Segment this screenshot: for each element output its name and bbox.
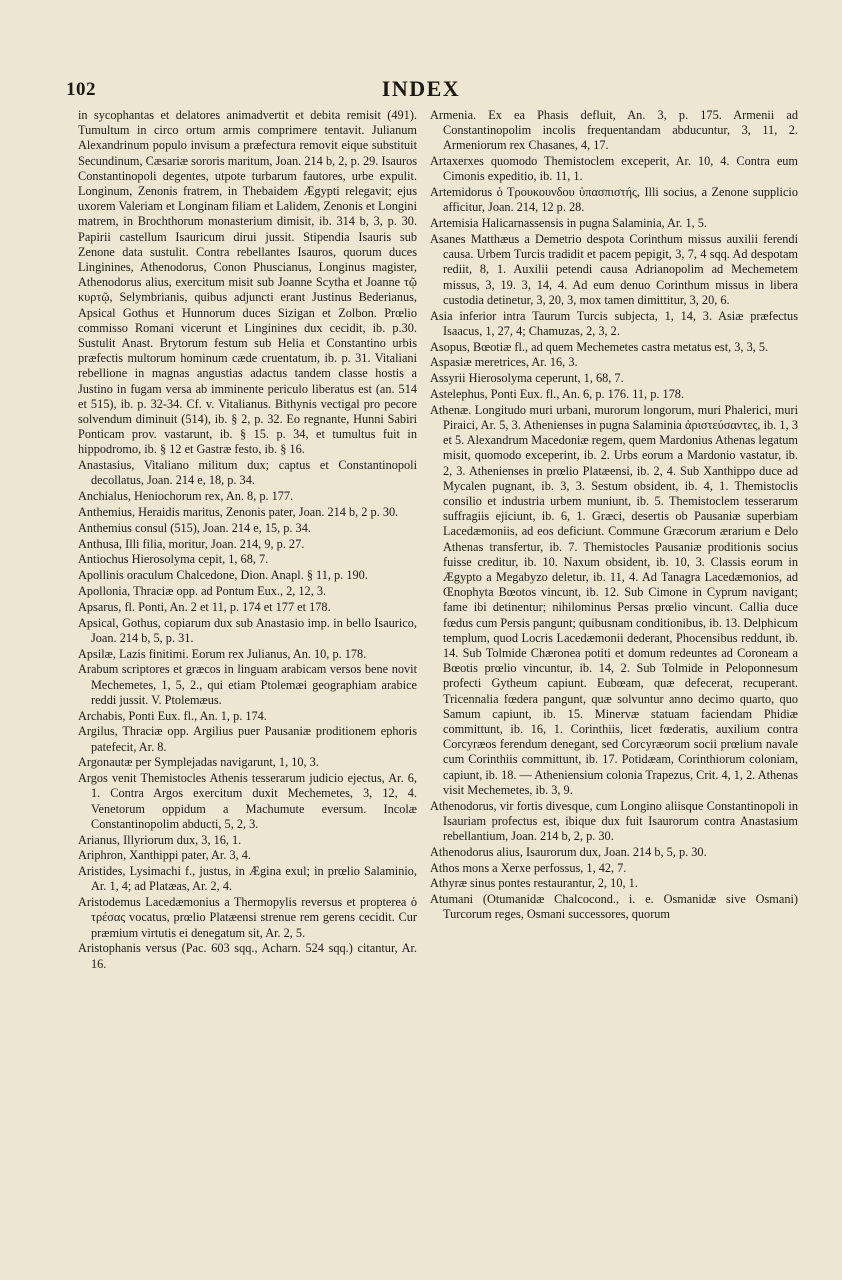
index-entry: Aristodemus Lacedæmonius a Thermopylis reversus et propterea ὁ τρέσας vocatus, prœlio Platæensi strenue rem gerens cecidit. Cur præmium virtutis ei denegatum sit, Ar. 2, 5. (78, 895, 417, 940)
index-entry: Asopus, Bœotiæ fl., ad quem Mechemetes castra metatus est, 3, 3, 5. (430, 339, 769, 354)
index-entry: Argos venit Themistocles Athenis tesserarum judicio ejectus, Ar. 6, 1. Contra Argos exercitum duxit Mechemetes, 3, 12, 4. Venetorum oppidum a Machumute eversum. Incolæ Constantinopolim abducti, 5, 2, 3. (78, 771, 417, 831)
left-column (78, 108, 417, 972)
index-entry: Anastasius, Vitaliano militum dux; captus et Constantinopoli decollatus, Joan. 214 e, 18, p. 34. (78, 458, 417, 488)
index-entry: Aristides, Lysimachi f., justus, in Ægina exul; in prœlio Salaminio, Ar. 1, 4; ad Platæas, Ar. 2, 4. (78, 864, 417, 894)
right-column (430, 108, 798, 923)
index-entry: Athos mons a Xerxe perfossus, 1, 42, 7. (430, 860, 627, 875)
index-entry: Athenodorus, vir fortis divesque, cum Longino aliisque Constantinopoli in Isauriam profectus est, ibique dux fuit Isaurorum contra Anastasium rebellantium, Joan. 214 b, 2, p. 30. (430, 798, 798, 844)
index-entry: Athyræ sinus pontes restaurantur, 2, 10, 1. (430, 876, 638, 891)
index-entry: Apollinis oraculum Chalcedone, Dion. Anapl. § 11, p. 190. (78, 568, 368, 583)
index-entry: Apsarus, fl. Ponti, An. 2 et 11, p. 174 et 177 et 178. (78, 599, 331, 614)
index-entry: Athenodorus alius, Isaurorum dux, Joan. 214 b, 5, p. 30. (430, 844, 707, 859)
index-entry: Argilus, Thraciæ opp. Argilius puer Pausaniæ proditionem ephoris patefecit, Ar. 8. (78, 724, 417, 754)
index-entry: Athenæ. Longitudo muri urbani, murorum longorum, muri Phalerici, muri Piraici, Ar. 5, 3. Athenienses in pugna Salaminia ἀριστεύσαντες, ib. 1, 3 et 5. Alexandrum Macedoniæ regem, quem Mardonius Athenas legatum misit, quomodo exceperint, ib. 2. Urbs eorum a Mardonio vastatur, ib. 2, 3. Athenienses in prœlio Platæensi, ib. 2, 4. Sub Xanthippo duce ad Mycalen pugnant, ib. 3, 3. Sestum obsident, ib. 4, 1. Themistoclis consilio et industria urbem muniunt, ib. 5. Themistoclem tesserarum suffragiis ejiciunt, ib. 6, 1. Græci, desertis ob Pausaniæ superbiam Lacedæmoniis, ad eos deficiunt. Commune Græcorum ærarium e Delo Athenas transfertur, ib. 7. Themistocles Pausaniæ proditionis socius fuisse creditur, ib. 10. Naxum obsident, ib. 10, 3. Classis eorum in Ægypto a Megabyzo deletur, ib. 11, 4. Ad Tanagra Lacedæmonios, ad Œnophyta Bœotos vincunt, ib. 12. Sub Cimone in Cyprum navigant; fame ibi detinentur; nihilominus Persas prœlio vincunt. Callia duce fœdus cum Persis pangunt; quibusnam conditionibus, ib. 13. Delphicum templum, quod Locris Lacedæmonii dederant, Phocensibus reddunt, ib. 14. Sub Tolmide Chæronea potiti et domum redeuntes ad Coroneam a Bœotis prœlio vincuntur, ib. 14, 2. Sub Tolmide in Peloponnesum profecti Gytheum capiunt. Eubœam, quæ defecerat, recuperant. Tricennalia fœdera pangunt, quæ solvuntur anno decimo quarto, quo Samum capiunt, ib. 15. Minervæ statuam faciendam Phidiæ committunt, ib. 16, 1. Corinthiis, licet fœderatis, auxilium contra Corcyræos ferendum denegant, sed Corcyræorum socii prœlium navale cum Corinthiis committunt, ib. 17. Potidæam, Corinthiorum coloniam, capiunt, ib. 18. — Atheniensium colonia Trapezus, Crit. 4, 1, 2. Athenas visit Mechemetes, ib. 3, 9. (430, 402, 798, 797)
index-entry: Ariphron, Xanthippi pater, Ar. 3, 4. (78, 848, 252, 863)
index-entry: Aspasiæ meretrices, Ar. 16, 3. (430, 355, 578, 370)
index-entry: Apsical, Gothus, copiarum dux sub Anastasio imp. in bello Isaurico, Joan. 214 b, 5, p. 31. (78, 615, 417, 645)
index-entry: Artaxerxes quomodo Themistoclem exceperit, Ar. 10, 4. Contra eum Cimonis expeditio, ib. 11, 1. (430, 154, 798, 184)
index-entry: Antiochus Hierosolyma cepit, 1, 68, 7. (78, 552, 269, 567)
index-entry: Aristophanis versus (Pac. 603 sqq., Acharn. 524 sqq.) citantur, Ar. 16. (78, 941, 417, 971)
index-entry: Archabis, Ponti Eux. fl., An. 1, p. 174. (78, 708, 267, 723)
index-entry: Artemisia Halicarnassensis in pugna Salaminia, Ar. 1, 5. (430, 216, 707, 231)
index-entry: Anthemius consul (515), Joan. 214 e, 15, p. 34. (78, 520, 311, 535)
page-number: 102 (66, 79, 96, 100)
index-entry: Astelephus, Ponti Eux. fl., An. 6, p. 176. 11, p. 178. (430, 387, 685, 401)
index-entry: Atumani (Otumanidæ Chalcocond., i. e. Osmanidæ sive Osmani) Turcorum reges, Osmani successores, quorum (430, 892, 798, 922)
running-head: INDEX (381, 76, 461, 101)
index-entry: Argonautæ per Symplejadas navigarunt, 1, 10, 3. (78, 755, 319, 770)
index-entry: Anchialus, Heniochorum rex, An. 8, p. 177. (78, 489, 294, 504)
index-entry: Anthemius, Heraidis maritus, Zenonis pater, Joan. 214 b, 2 p. 30. (78, 505, 399, 520)
index-entry: Armenia. Ex ea Phasis defluit, An. 3, p. 175. Armenii ad Constantinopolim incolis frequentandam abducuntur, 3, 11, 2. Armeniorum rex Chasanes, 4, 17. (430, 108, 798, 153)
index-entry: Asanes Matthæus a Demetrio despota Corinthum missus auxilii ferendi causa. Urbem Turcis tradidit et pacem pepigit, 3, 7, 4 sqq. Ad despotam rediit, 8, 1. Auxilii petendi causa Adrianopolim ad Mechemetem missus, 3, 19. 3, 14, 4. Ad eum denuo Corinthum missus in libera custodia detinetur, 3, 20, 3, mox tamen dimittitur, 3, 20, 6. (430, 232, 798, 307)
index-entry: Anthusa, Illi filia, moritur, Joan. 214, 9, p. 27. (78, 536, 305, 551)
index-entry: Apollonia, Thraciæ opp. ad Pontum Eux., 2, 12, 3. (78, 584, 327, 599)
index-entry: Apsilæ, Lazis finitimi. Eorum rex Julianus, An. 10, p. 178. (78, 646, 367, 661)
index-entry: Arianus, Illyriorum dux, 3, 16, 1. (78, 832, 242, 847)
index-entry: Assyrii Hierosolyma ceperunt, 1, 68, 7. (430, 371, 624, 386)
index-entry: in sycophantas et delatores animadvertit et debita remisit (491). Tumultum in circo ortum armis comprimere tentavit. Julianum Alexandrinum populo invisum a præfectura removit eique substituit Secundinum, Cæsariæ sororis maritum, Joan. 214 b, 2, p. 29. Isauros Constantinopoli degentes, utpote turbarum fautores, urbe expulit. Longinum, Zenonis fratrem, in Thebaidem Ægypti relegavit; ejus uxorem Valeriam et Longinam filiam et Lalidem, Zenonis et Longini matrem, in Brochthorum monasterium dimisit, ib. 314 b, 3, p. 30. Papirii castellum Isauricum dirui jussit. Stipendia Isauris sub Zenone data sustulit. Contra rebellantes Isauros, quorum duces Linginines, Athenodorus, Conon Phuscianus, Longinus magister, Athenodorus alius, exercitum misit sub Joanne Scytha et Joanne τῷ κυρτῷ, Selymbrianis, quibus adjuncti erant Justinus Bederianus, Apsical Gothus et Hunnorum duces Sizigan et Zolbon. Prœlio commisso Romani vicerunt et Linginines dux cecidit, ib. p.30. Sustulit Anast. Brytorum festum sub Helia et Constantino urbis præfectis multorum hominum cæde cruentatum, ib. p. 31. Vitaliani rebellione in magnas angustias adactus tandem classe hostis a Justino in fugam versa ab imminente periculo liberatus est (an. 514 et 515), ib. p. 32-34. Cf. v. Vitalianus. Bithynis vectigal pro pecore solvendum diminuit (514), ib. § 2, p. 32. Eo regnante, Hunni Sabiri Ponticam prov. vastarunt, ib. § 15. p. 34, et tumultus fuit in hippodromo, ib. § 12 et Gastræ festo, ib. § 16. (78, 108, 417, 457)
index-entry: Asia inferior intra Taurum Turcis subjecta, 1, 14, 3. Asiæ præfectus Isaacus, 1, 27, 4; Chamuzas, 2, 3, 2. (430, 308, 798, 338)
index-entry: Artemidorus ὁ Τρουκουνδου ὑπασπιστής, Illi socius, a Zenone supplicio afficitur, Joan. 214, 12 p. 28. (430, 185, 798, 215)
index-entry: Arabum scriptores et græcos in linguam arabicam versos bene novit Mechemetes, 1, 5, 2., qui etiam Ptolemæi geographiam arabice reddi jussit. V. Ptolemæus. (78, 662, 417, 707)
